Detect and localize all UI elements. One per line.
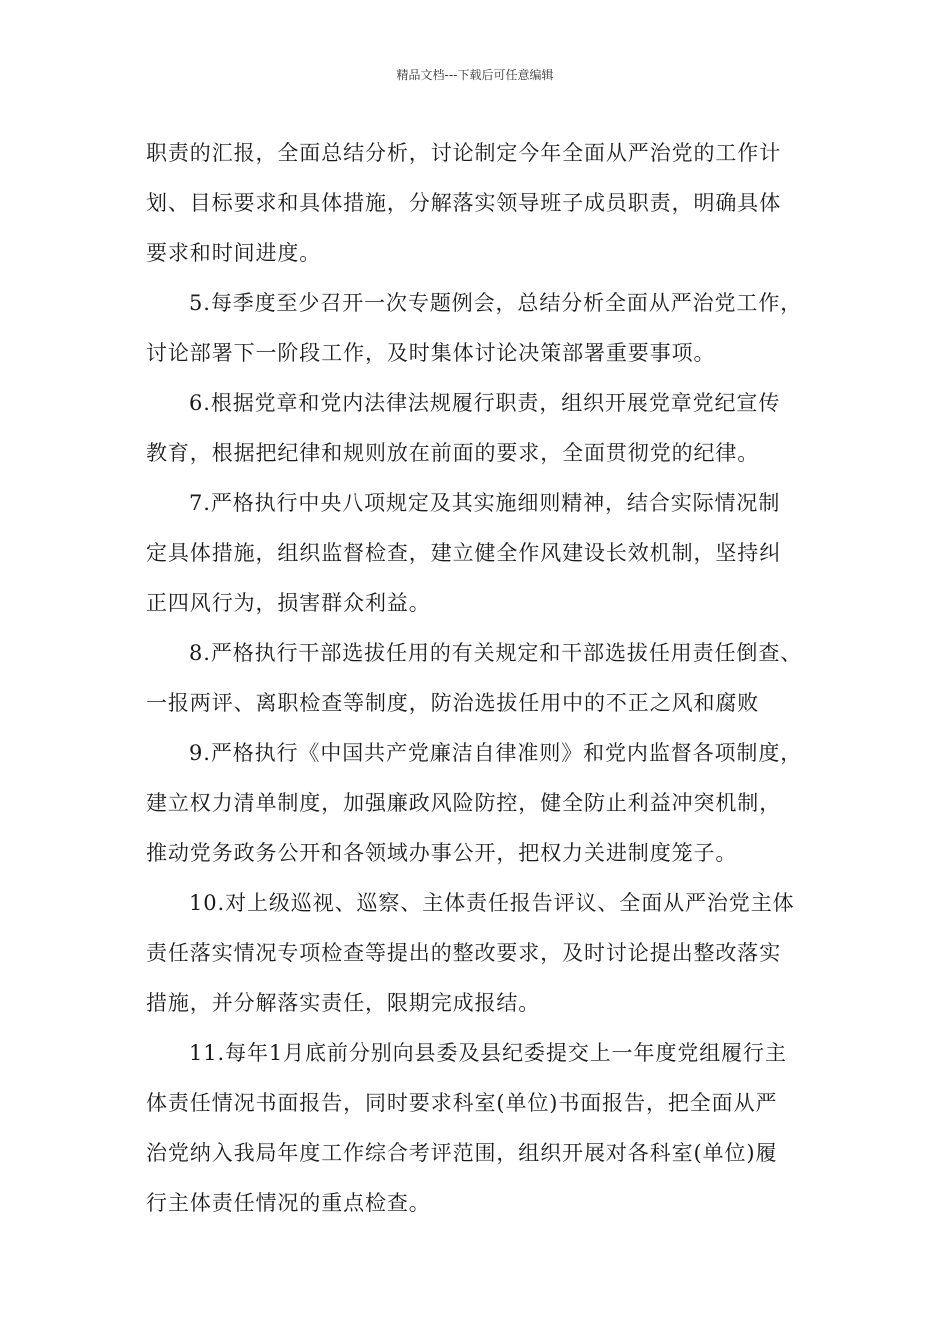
paragraph-line: 讨论部署下一阶段工作，及时集体讨论决策部署重要事项。	[146, 341, 716, 365]
paragraph-first-line: 9.严格执行《中国共产党廉洁自律准则》和党内监督各项制度，	[189, 741, 803, 765]
paragraph-line: 职责的汇报，全面总结分析，讨论制定今年全面从严治党的工作计	[146, 141, 782, 165]
paragraph-line: 一报两评、离职检查等制度，防治选拔任用中的不正之风和腐败	[146, 691, 760, 715]
document-body	[146, 128, 830, 1228]
paragraph-line: 措施，并分解落实责任，限期完成报结。	[146, 991, 541, 1015]
paragraph-first-line: 10.对上级巡视、巡察、主体责任报告评议、全面从严治党主体	[189, 891, 795, 915]
paragraph-line: 划、目标要求和具体措施，分解落实领导班子成员职责，明确具体	[146, 191, 782, 215]
page-header: 精品文档---下载后可任意编辑	[396, 68, 554, 82]
paragraph-first-line: 7.严格执行中央八项规定及其实施细则精神，结合实际情况制	[189, 491, 781, 515]
paragraph-line: 教育，根据把纪律和规则放在前面的要求，全面贯彻党的纪律。	[146, 441, 760, 465]
paragraph-line: 责任落实情况专项检查等提出的整改要求，及时讨论提出整改落实	[146, 941, 782, 965]
paragraph-line: 行主体责任情况的重点检查。	[146, 1191, 431, 1215]
paragraph-line: 要求和时间进度。	[146, 241, 322, 265]
paragraph-line: 推动党务政务公开和各领域办事公开，把权力关进制度笼子。	[146, 841, 738, 865]
paragraph-line: 体责任情况书面报告，同时要求科室(单位)书面报告，把全面从严	[146, 1091, 778, 1115]
paragraph-line: 正四风行为，损害群众利益。	[146, 591, 431, 615]
paragraph-line: 治党纳入我局年度工作综合考评范围，组织开展对各科室(单位)履	[146, 1141, 778, 1165]
paragraph-first-line: 8.严格执行干部选拔任用的有关规定和干部选拔任用责任倒查、	[189, 641, 803, 665]
paragraph-first-line: 6.根据党章和党内法律法规履行职责，组织开展党章党纪宣传	[189, 391, 781, 415]
paragraph-line: 建立权力清单制度，加强廉政风险防控，健全防止利益冲突机制，	[146, 791, 782, 815]
paragraph-first-line: 5.每季度至少召开一次专题例会，总结分析全面从严治党工作，	[189, 291, 803, 315]
paragraph-line: 定具体措施，组织监督检查，建立健全作风建设长效机制，坚持纠	[146, 541, 782, 565]
paragraph-first-line: 11.每年1月底前分别向县委及县纪委提交上一年度党组履行主	[189, 1041, 787, 1065]
